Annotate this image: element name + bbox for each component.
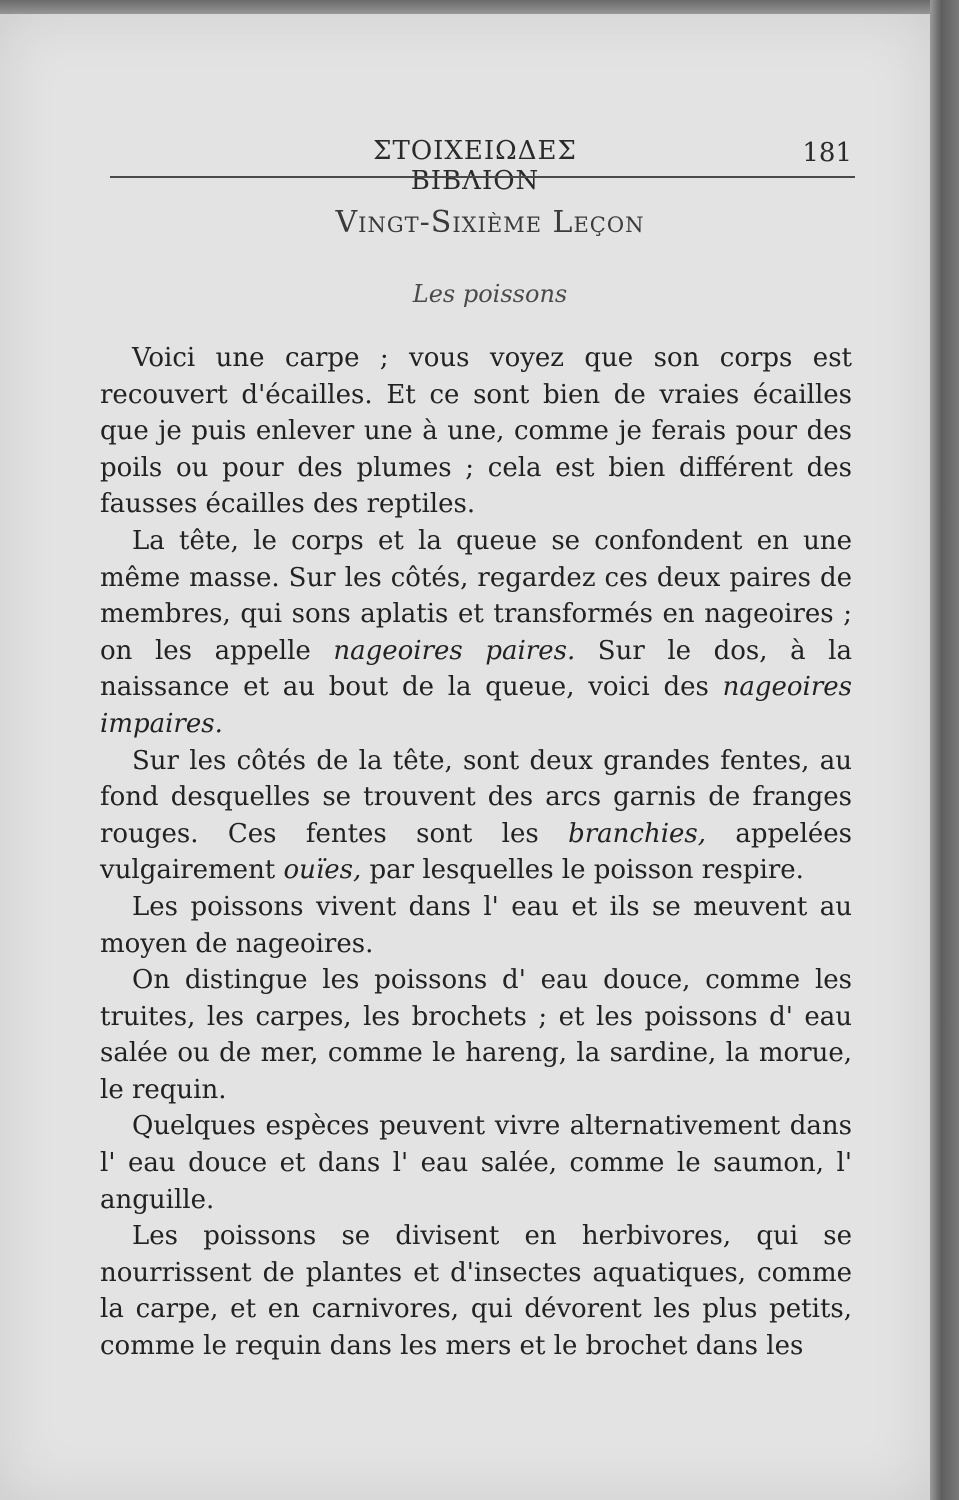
paragraph-text: Sur le dos, à la naissance et au bout de la queue, voici des: [100, 635, 852, 703]
paragraph: [100, 1108, 852, 1218]
paragraph: [100, 1218, 852, 1364]
paragraph: [100, 340, 852, 523]
paragraph: [100, 743, 852, 889]
book-spine-edge: [930, 0, 959, 1500]
paragraph-text: Les poissons vivent dans l' eau et ils se meuvent au moyen de nageoires.: [100, 891, 852, 959]
body-text: [100, 340, 852, 1365]
paragraph-text: Les poissons se divisent en herbivores, qui se nourrissent de plantes et d'insectes aquatiques, comme la carpe, et en carnivores, qui dévorent les plus petits, comme le requin dans les mers et le brochet dans les: [100, 1221, 852, 1362]
paragraph: [100, 889, 852, 962]
paragraph: [100, 523, 852, 743]
paragraph-text: appelées vulgairement: [100, 818, 853, 886]
paragraph-text: On distingue les poissons d' eau douce, comme les truites, les carpes, les brochets ; et les poissons d' eau salée ou de mer, comme le hareng, la sardine, la morue, le requin.: [100, 965, 852, 1105]
chapter-title: Vingt-Sixième Leçon: [335, 205, 645, 240]
paragraph-text: Quelques espèces peuvent vivre alternativement dans l' eau douce et dans l' eau salée, comme le saumon, l' anguille.: [100, 1111, 852, 1215]
emphasis-term: nageoires impaires.: [100, 672, 852, 739]
header-rule: [110, 176, 855, 178]
paragraph-text: Sur les côtés de la tête, sont deux grandes fentes, au fond desquelles se trouvent des arcs garnis de franges rouges. Ces fentes sont les: [100, 745, 852, 849]
paragraph-text: Voici une carpe ; vous voyez que son corps est recouvert d'écailles. Et ce sont bien de vraies écailles que je puis enlever une à une, comme je ferais pour des poils ou pour des plumes ; cela est bien différent des fausses écailles des reptiles.: [100, 343, 852, 520]
page-number: 181: [802, 138, 852, 168]
paragraph-text: La tête, le corps et la queue se confondent en une même masse. Sur les côtés, regardez ces deux paires de membres, qui sons aplatis et transformés en nageoires ; on les appelle: [100, 525, 852, 666]
running-header: [110, 136, 860, 196]
emphasis-term: branchies,: [568, 818, 707, 849]
paragraph-text: par lesquelles le poisson respire.: [361, 855, 804, 886]
paragraph: [100, 962, 852, 1108]
emphasis-term: ouïes,: [283, 855, 362, 886]
running-title: ΣΤΟΙΧΕΙΩΔΕΣ ΒΙΒΛΙΟΝ: [373, 136, 577, 196]
emphasis-term: nageoires paires.: [333, 635, 576, 666]
section-subtitle: Les poissons: [412, 280, 568, 308]
